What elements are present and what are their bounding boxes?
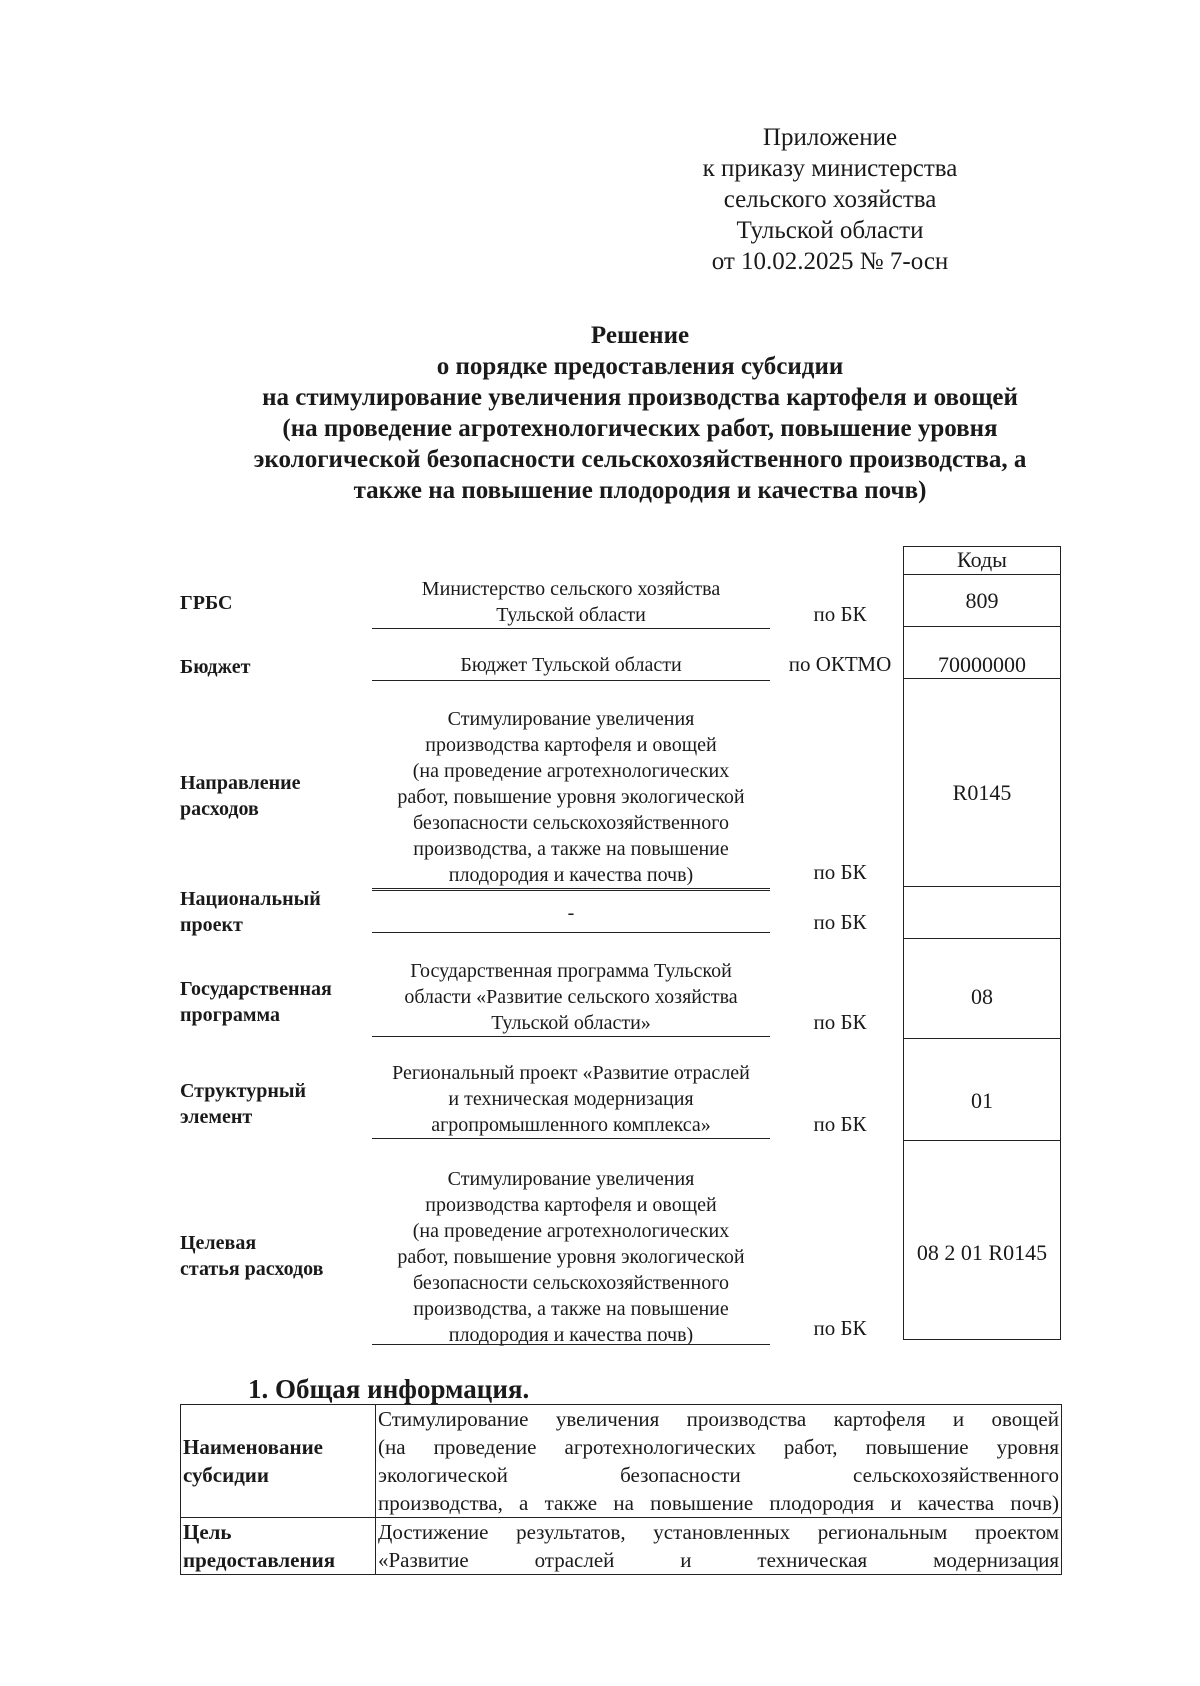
- value-text: производства, а также на повышение: [413, 1298, 729, 1320]
- label-text: статья расходов: [180, 1258, 324, 1280]
- table-label-cell: [181, 1518, 376, 1575]
- value-text: и техническая модернизация: [448, 1088, 694, 1110]
- value-text: работ, повышение уровня экологической: [397, 1246, 745, 1268]
- codes-separator: [903, 886, 1061, 887]
- label-text: Направление: [180, 772, 301, 794]
- code-value-budget: 70000000: [938, 652, 1026, 677]
- value-text: области «Развитие сельского хозяйства: [404, 986, 738, 1008]
- value-text: Стимулирование увеличения: [447, 708, 695, 730]
- row-value-target: [372, 1166, 770, 1348]
- value-text: Стимулирование увеличения: [447, 1168, 695, 1190]
- row-value-direction: [372, 706, 770, 888]
- row-value-program: [372, 958, 770, 1036]
- row-label-budget: [180, 654, 250, 680]
- underline: [372, 628, 770, 629]
- code-value-grbs: 809: [965, 588, 999, 613]
- row-label-program: [180, 976, 332, 1028]
- code-basis-label: по БК: [813, 602, 867, 626]
- code-basis-label: по БК: [813, 910, 867, 934]
- table-label-cell: [181, 1405, 376, 1518]
- codes-separator: [903, 1038, 1061, 1039]
- title-line: (на проведение агротехнологических работ, повышение уровня: [282, 415, 998, 442]
- label-text: субсидии: [183, 1463, 270, 1487]
- section-title: 1. Общая информация.: [248, 1374, 530, 1404]
- codes-separator: [903, 626, 1061, 627]
- codes-separator: [903, 1140, 1061, 1141]
- table-value-cell: [376, 1518, 1062, 1575]
- row-label-direction: [180, 770, 301, 822]
- label-text: расходов: [180, 798, 259, 820]
- label-text: элемент: [180, 1106, 253, 1128]
- label-text: программа: [180, 1004, 280, 1026]
- value-text: (на проведение агротехнологических: [412, 760, 730, 782]
- underline: [372, 680, 770, 681]
- codes-header: Коды: [957, 547, 1007, 572]
- underline: [372, 932, 770, 933]
- underline: [372, 1036, 770, 1037]
- value-text: производства, а также на повышение: [413, 838, 729, 860]
- row-value-grbs: [372, 576, 770, 628]
- row-label-national: [180, 886, 321, 938]
- label-text: ГРБС: [180, 592, 233, 614]
- code-basis-label: по БК: [813, 860, 867, 884]
- codes-separator: [903, 938, 1061, 939]
- underline: [372, 1344, 770, 1345]
- value-text: агропромышленного комплекса»: [431, 1114, 711, 1136]
- row-label-grbs: [180, 590, 232, 616]
- value-text: -: [567, 902, 575, 924]
- appendix-date-number: от 10.02.2025 № 7-осн: [711, 248, 949, 275]
- appendix-line: Приложение: [762, 124, 898, 151]
- value-text: безопасности сельскохозяйственного: [413, 1272, 729, 1294]
- code-value-structural: 01: [971, 1088, 993, 1113]
- value-text: Региональный проект «Развитие отраслей: [392, 1062, 750, 1084]
- appendix-line: к приказу министерства: [702, 155, 958, 182]
- value-text: Министерство сельского хозяйства: [421, 578, 721, 600]
- code-value-direction: R0145: [952, 780, 1012, 805]
- label-text: Государственная: [180, 978, 332, 1000]
- underline: [372, 888, 770, 889]
- code-value-target: 08 2 01 R0145: [916, 1240, 1048, 1265]
- value-text: Тульской области: [496, 604, 646, 626]
- row-value-structural: [372, 1060, 770, 1138]
- codes-separator: [903, 574, 1061, 575]
- value-text: плодородия и качества почв): [448, 864, 694, 886]
- row-value-national: [372, 900, 770, 926]
- label-text: предоставления: [183, 1548, 336, 1572]
- table-value-cell: [376, 1405, 1062, 1518]
- underline: [372, 1138, 770, 1139]
- value-text: Государственная программа Тульской: [410, 960, 732, 982]
- label-text: Бюджет: [180, 656, 251, 678]
- value-text: работ, повышение уровня экологической: [397, 786, 745, 808]
- appendix-block: [640, 122, 1020, 277]
- label-text: Цель: [183, 1520, 232, 1544]
- label-text: Целевая: [180, 1232, 257, 1254]
- label-text: Наименование: [183, 1435, 323, 1459]
- title-line: на стимулирование увеличения производства картофеля и овощей: [262, 384, 1018, 411]
- label-text: Структурный: [180, 1080, 306, 1102]
- underline: [372, 890, 770, 891]
- appendix-line: Тульской области: [736, 217, 924, 244]
- code-basis-label: по ОКТМО: [788, 652, 892, 676]
- value-text: Тульской области»: [491, 1012, 651, 1034]
- label-text: Национальный: [180, 888, 321, 910]
- code-value-program: 08: [971, 984, 993, 1009]
- value-text: безопасности сельскохозяйственного: [413, 812, 729, 834]
- value-text: производства картофеля и овощей: [425, 1194, 717, 1216]
- value-line: Достижение результатов, установленных региональным проектом: [378, 1520, 1059, 1544]
- code-basis-label: по БК: [813, 1112, 867, 1136]
- title-line: также на повышение плодородия и качества почв): [353, 477, 927, 504]
- document-title: [150, 320, 1130, 506]
- row-label-structural: [180, 1078, 306, 1130]
- value-text: (на проведение агротехнологических: [412, 1220, 730, 1242]
- codes-separator: [903, 678, 1061, 679]
- value-text: плодородия и качества почв): [448, 1324, 694, 1346]
- code-basis-label: по БК: [813, 1010, 867, 1034]
- label-text: проект: [180, 914, 243, 936]
- table-row: [181, 1405, 1062, 1518]
- value-line: экологической безопасности сельскохозяйственного: [378, 1463, 1059, 1487]
- value-text: производства картофеля и овощей: [425, 734, 717, 756]
- value-line: (на проведение агротехнологических работ, повышение уровня: [378, 1435, 1059, 1459]
- value-line: производства, а также на повышение плодородия и качества почв): [378, 1491, 1059, 1515]
- table-row: [181, 1518, 1062, 1575]
- title-line: экологической безопасности сельскохозяйственного производства, а: [253, 446, 1027, 473]
- title-line: Решение: [590, 322, 690, 349]
- code-basis-label: по БК: [813, 1316, 867, 1340]
- general-info-table: [180, 1404, 1062, 1575]
- value-text: Бюджет Тульской области: [460, 654, 682, 676]
- title-line: о порядке предоставления субсидии: [436, 353, 844, 380]
- row-label-target: [180, 1230, 323, 1282]
- row-value-budget: [372, 652, 770, 678]
- value-line: Стимулирование увеличения производства картофеля и овощей: [378, 1407, 1059, 1431]
- appendix-line: сельского хозяйства: [723, 186, 937, 213]
- value-line: «Развитие отраслей и техническая модернизация: [378, 1548, 1059, 1572]
